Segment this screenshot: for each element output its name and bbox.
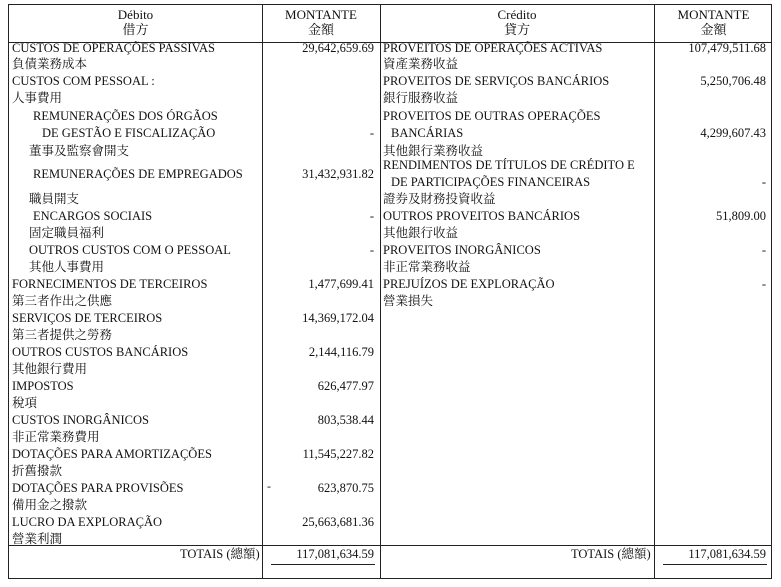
credit-row: 其他銀行收益 [383,226,459,240]
debit-row: REMUNERAÇÕES DE EMPREGADOS [33,167,243,181]
debit-row: CUSTOS DE OPERAÇÕES PASSIVAS [12,41,215,55]
debit-row: REMUNERAÇÕES DOS ÓRGÃOS [33,109,218,123]
debit-amount: 14,369,172.04 [302,311,374,325]
credit-amount: 4,299,607.43 [700,126,766,140]
debit-amount: 25,663,681.36 [302,515,374,529]
credit-row: 其他銀行業務收益 [383,144,484,158]
debit-row: 備用金之撥款 [12,498,88,512]
credit-row: 營業損失 [383,294,434,308]
stray-mark: - [267,479,271,493]
debit-row: SERVIÇOS DE TERCEIROS [12,311,163,325]
debit-amount: - [369,209,374,223]
credit-row: 證券及財務投資收益 [383,192,496,206]
credit-amount: - [761,175,766,189]
credit-amount: 5,250,706.48 [700,74,766,88]
credit-totals-label: TOTAIS (總額) [571,547,651,561]
credit-amount: - [761,243,766,257]
debit-row: 人事費用 [12,91,63,105]
debit-header-zh: 借方 [122,22,149,37]
debit-total-underline [271,564,375,565]
credit-row: OUTROS PROVEITOS BANCÁRIOS [383,209,581,223]
credit-header [380,7,654,37]
debit-row: 折舊撥款 [12,464,63,478]
credit-amount-header [654,7,773,37]
debit-row: 董事及監察會開支 [29,144,130,158]
credit-row: PROVEITOS DE SERVIÇOS BANCÁRIOS [383,74,610,88]
debit-row: 負債業務成本 [12,57,88,71]
credit-row: 非正常業務收益 [383,260,471,274]
debit-row: 固定職員福利 [29,226,105,240]
debit-row: 第三者提供之勞務 [12,328,113,342]
debit-row: DOTAÇÕES PARA AMORTIZAÇÕES [12,447,212,461]
credit-header-zh: 貸方 [503,22,530,37]
debit-amount: 2,144,116.79 [308,345,374,359]
debit-amount: - [369,243,374,257]
debit-amount: 803,538.44 [317,413,374,427]
amount-header-zh: 金額 [307,22,334,37]
debit-row: FORNECIMENTOS DE TERCEIROS [12,277,208,291]
column-divider [380,5,381,578]
amount-header-pt: MONTANTE [285,7,357,22]
credit-row: PREJUÍZOS DE EXPLORAÇÃO [383,277,555,291]
debit-amount: - [369,126,374,140]
amount-header-zh: 金額 [700,22,727,37]
credit-total-underline [663,564,767,565]
debit-row: OUTROS CUSTOS BANCÁRIOS [12,345,189,359]
debit-amount: 1,477,699.41 [308,277,374,291]
debit-amount: 29,642,659.69 [302,41,374,55]
credit-header-pt: Crédito [497,7,537,22]
totals-divider [9,545,771,546]
debit-header-pt: Débito [117,7,154,22]
credit-row: 資產業務收益 [383,57,459,71]
debit-row: DE GESTÃO E FISCALIZAÇÃO [42,126,216,140]
credit-amount: 107,479,511.68 [688,41,766,55]
debit-amount: 31,432,931.82 [302,167,374,181]
credit-row: 銀行服務收益 [383,91,459,105]
debit-row: 其他人事費用 [29,260,105,274]
amount-header-pt: MONTANTE [677,7,750,22]
debit-row: ENCARGOS SOCIAIS [33,209,153,223]
credit-row: DE PARTICIPAÇÕES FINANCEIRAS [391,175,591,189]
debit-row: LUCRO DA EXPLORAÇÃO [12,515,163,529]
credit-row: PROVEITOS DE OUTRAS OPERAÇÕES [383,109,601,123]
debit-row: 稅項 [12,396,38,410]
credit-amount: - [761,277,766,291]
debit-row: 第三者作出之供應 [12,294,113,308]
credit-row: BANCÁRIAS [391,126,464,140]
credit-row: PROVEITOS INORGÂNICOS [383,243,541,257]
debit-row: IMPOSTOS [12,379,74,393]
debit-row: 其他銀行費用 [12,362,88,376]
debit-amount-header [262,7,380,37]
credit-row: RENDIMENTOS DE TÍTULOS DE CRÉDITO E [383,158,635,172]
profit-loss-statement [8,4,772,579]
credit-row: PROVEITOS DE OPERAÇÕES ACTIVAS [383,41,603,55]
credit-amount: 51,809.00 [716,209,766,223]
debit-header [9,7,262,37]
debit-row: CUSTOS INORGÂNICOS [12,413,149,427]
debit-row: DOTAÇÕES PARA PROVISÕES [12,481,184,495]
debit-amount: 623,870.75 [317,481,374,495]
debit-row: OUTROS CUSTOS COM O PESSOAL [29,243,231,257]
debit-row: 營業利潤 [12,532,63,546]
debit-row: CUSTOS COM PESSOAL : [12,74,155,88]
debit-amount: 11,545,227.82 [302,447,374,461]
debit-amount: 626,477.97 [317,379,374,393]
debit-row: 職員開支 [29,192,80,206]
debit-row: 非正常業務費用 [12,430,100,444]
debit-totals-label: TOTAIS (總額) [180,547,260,561]
debit-totals-value: 117,081,634.59 [296,547,374,561]
credit-totals-value: 117,081,634.59 [688,547,766,561]
